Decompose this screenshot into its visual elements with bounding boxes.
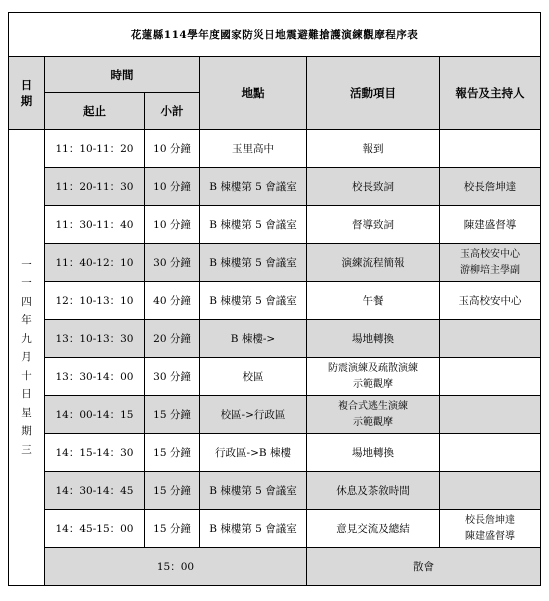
table-row	[9, 434, 541, 472]
date-header-char-2: 期	[20, 94, 33, 108]
table-row	[9, 282, 541, 320]
minutes-cell: 20 分鐘	[145, 320, 200, 358]
date-char: 年	[21, 314, 32, 327]
date-char: 九	[21, 332, 32, 345]
time-cell: 13：30-14：00	[45, 358, 145, 396]
location-cell: B 棟樓第 5 會議室	[200, 472, 307, 510]
table-row	[9, 320, 541, 358]
page-title: 花蓮縣114學年度國家防災日地震避難搶護演練觀摩程序表	[9, 13, 541, 57]
activity-cell: 複合式逃生演練 示範觀摩	[307, 396, 440, 434]
time-cell: 11：10-11：20	[45, 130, 145, 168]
reporter-cell	[440, 320, 541, 358]
reporter-cell	[440, 130, 541, 168]
time-cell: 14：15-14：30	[45, 434, 145, 472]
activity-cell: 報到	[307, 130, 440, 168]
table-row	[9, 396, 541, 434]
minutes-cell: 40 分鐘	[145, 282, 200, 320]
reporter-cell: 校長詹坤達	[440, 168, 541, 206]
final-row	[9, 548, 541, 586]
activity-cell: 意見交流及總結	[307, 510, 440, 548]
minutes-cell: 30 分鐘	[145, 358, 200, 396]
time-cell: 11：30-11：40	[45, 206, 145, 244]
time-cell: 14：00-14：15	[45, 396, 145, 434]
activity-cell: 督導致詞	[307, 206, 440, 244]
time-cell: 11：40-12：10	[45, 244, 145, 282]
table-row	[9, 130, 541, 168]
date-char: 一	[21, 277, 32, 290]
date-char: 星	[21, 406, 32, 419]
minutes-cell: 10 分鐘	[145, 168, 200, 206]
reporter-cell: 校長詹坤達 陳建盛督導	[440, 510, 541, 548]
table-row	[9, 472, 541, 510]
activity-cell: 演練流程簡報	[307, 244, 440, 282]
table-row	[9, 168, 541, 206]
table-row	[9, 206, 541, 244]
minutes-cell: 10 分鐘	[145, 206, 200, 244]
date-header-char-1: 日	[20, 78, 33, 92]
location-cell: 玉里高中	[200, 130, 307, 168]
subtotal-header: 小計	[145, 93, 200, 130]
activity-header: 活動項目	[307, 57, 440, 130]
time-cell: 12：10-13：10	[45, 282, 145, 320]
reporter-cell: 玉高校安中心 游柳培主學副	[440, 244, 541, 282]
date-char: 月	[21, 351, 32, 364]
location-cell: B 棟樓第 5 會議室	[200, 206, 307, 244]
reporter-cell: 陳建盛督導	[440, 206, 541, 244]
activity-cell: 校長致詞	[307, 168, 440, 206]
reporter-cell	[440, 396, 541, 434]
table-row	[9, 244, 541, 282]
date-header	[9, 57, 45, 130]
table-row	[9, 510, 541, 548]
date-char: 三	[21, 443, 32, 456]
location-cell: 行政區->B 棟樓	[200, 434, 307, 472]
date-char: 一	[21, 258, 32, 271]
time-header: 時間	[45, 57, 200, 93]
time-cell: 14：45-15：00	[45, 510, 145, 548]
end-activity-cell: 散會	[307, 548, 541, 586]
date-cell	[9, 130, 45, 586]
date-char: 期	[21, 425, 32, 438]
location-header: 地點	[200, 57, 307, 130]
location-cell: B 棟樓第 5 會議室	[200, 510, 307, 548]
location-cell: B 棟樓第 5 會議室	[200, 244, 307, 282]
start-end-header: 起止	[45, 93, 145, 130]
date-char: 日	[21, 388, 32, 401]
minutes-cell: 30 分鐘	[145, 244, 200, 282]
time-cell: 14：30-14：45	[45, 472, 145, 510]
minutes-cell: 15 分鐘	[145, 434, 200, 472]
reporter-cell	[440, 472, 541, 510]
date-char: 十	[21, 369, 32, 382]
location-cell: B 棟樓第 5 會議室	[200, 282, 307, 320]
reporter-cell: 玉高校安中心	[440, 282, 541, 320]
minutes-cell: 15 分鐘	[145, 396, 200, 434]
location-cell: B 棟樓->	[200, 320, 307, 358]
reporter-header: 報告及主持人	[440, 57, 541, 130]
minutes-cell: 15 分鐘	[145, 510, 200, 548]
activity-cell: 休息及茶敘時間	[307, 472, 440, 510]
minutes-cell: 15 分鐘	[145, 472, 200, 510]
reporter-cell	[440, 358, 541, 396]
date-char: 四	[21, 295, 32, 308]
activity-cell: 午餐	[307, 282, 440, 320]
minutes-cell: 10 分鐘	[145, 130, 200, 168]
time-cell: 13：10-13：30	[45, 320, 145, 358]
location-cell: 校區	[200, 358, 307, 396]
activity-cell: 場地轉換	[307, 320, 440, 358]
activity-cell: 場地轉換	[307, 434, 440, 472]
end-time-cell: 15：00	[45, 548, 307, 586]
reporter-cell	[440, 434, 541, 472]
schedule-table	[8, 12, 541, 586]
time-cell: 11：20-11：30	[45, 168, 145, 206]
location-cell: 校區->行政區	[200, 396, 307, 434]
activity-cell: 防震演練及疏散演練 示範觀摩	[307, 358, 440, 396]
location-cell: B 棟樓第 5 會議室	[200, 168, 307, 206]
table-row	[9, 358, 541, 396]
